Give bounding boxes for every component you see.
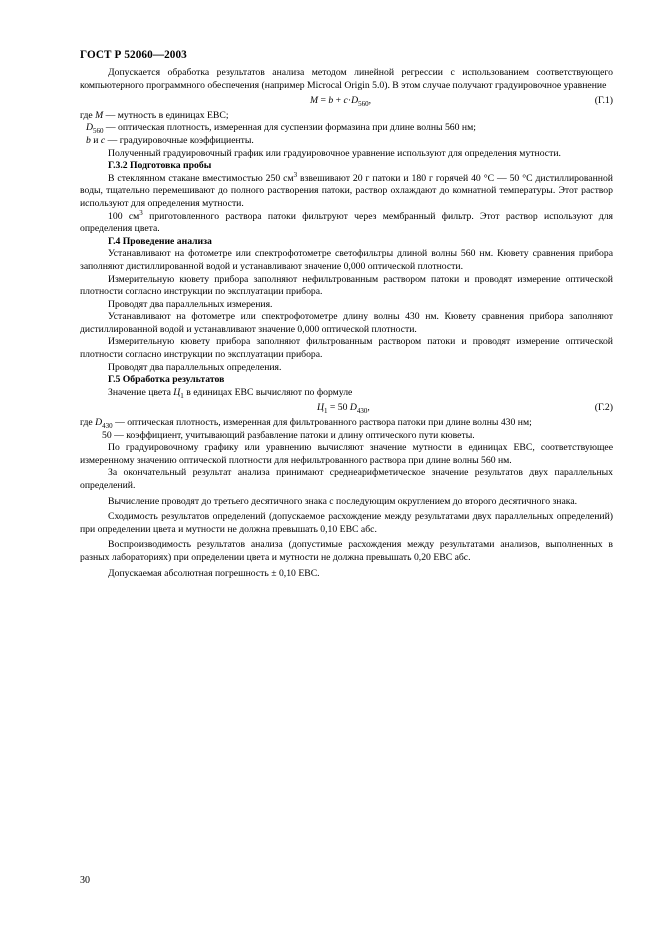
section-heading-sample-prep: Г.3.2 Подготовка пробы: [108, 160, 212, 172]
paragraph-turbidity-calc: По градуировочному графику или уравнению вычисляют значение мутности в единицах ЕВС, соответствующее измеренному значению оптической плотности для нефильтрованного раствора при длине волны 560 нм.: [80, 442, 613, 466]
paragraph-analysis-6: Проводят два параллельных определения.: [108, 361, 282, 373]
paragraph-graph: Полученный градуировочный график или градуировочное уравнение используют для определения мутности.: [108, 147, 561, 159]
page-content: [80, 67, 613, 580]
paragraph-error: Допускаемая абсолютная погрешность ± 0,10 ЕВС.: [108, 567, 320, 579]
paragraph-analysis-5: Измерительную кювету прибора заполняют фильтрованным раствором патоки и проводят измерение оптической плотности согласно инструкции по эксплуатации прибора.: [80, 336, 613, 361]
formula-number: (Г.1): [594, 95, 613, 107]
paragraph-analysis-4: Устанавливают на фотометре или спектрофотометре длину волны 430 нм. Кювету сравнения прибора заполняют дистиллированной водой и устанавливают значение 0,000 оптической плотности.: [80, 311, 613, 335]
formula-number: (Г.2): [594, 402, 613, 414]
paragraph-analysis-1: Устанавливают на фотометре или спектрофотометре светофильтры длиной волны 560 нм. Кювету сравнения прибора заполняют дистиллированной водой и устанавливают значение 0,000 оптической плотности.: [80, 248, 613, 272]
section-heading-results: Г.5 Обработка результатов: [108, 374, 225, 386]
where-m: где M — мутность в единицах ЕВС;: [80, 109, 229, 121]
where-d560: $D_{560}$ — оптическая плотность, измеренная для суспензии формазина при длине волны 560 нм;: [86, 122, 476, 136]
paragraph-final-result: За окончательный результат анализа принимают среднеарифметическое значение результатов двух параллельных определений.: [80, 467, 613, 491]
formula-g2: $Ц_1 = 50$ $D_{430}$, (Г.2): [317, 402, 613, 416]
section-heading-analysis: Г.4 Проведение анализа: [108, 235, 212, 247]
paragraph-regression: Допускается обработка результатов анализа методом линейной регрессии с использованием соответствующего компьютерного программного обеспечения (например Microcal Origin 5.0). В этом случае получают градуировочное уравнение: [80, 67, 613, 91]
where-bc: b и c — градуировочные коэффициенты.: [86, 134, 254, 146]
paragraph-reproducibility: Воспроизводимость результатов анализа (допустимые расхождения между результатами анализов, выполненных в разных лабораториях) при определении цвета и мутности не должна превышать 0,20 ЕВС абс.: [80, 539, 613, 563]
where-coefficient: 50 — коэффициент, учитывающий разбавление патоки и длину оптического пути кюветы.: [102, 429, 475, 441]
paragraph-filtering: 100 $см^3$ приготовленного раствора патоки фильтруют через мембранный фильтр. Этот раствор используют для определения цвета.: [80, 208, 613, 235]
formula-g1: $M = b + c\cdot D_{560}$, (Г.1): [310, 95, 613, 109]
paragraph-analysis-3: Проводят два параллельных измерения.: [108, 298, 273, 310]
page-number: 30: [80, 875, 90, 886]
paragraph-analysis-2: Измерительную кювету прибора заполняют нефильтрованным раствором патоки и проводят измерение оптической плотности согласно инструкции по эксплуатации прибора.: [80, 273, 613, 298]
paragraph-sample-prep: В стеклянном стакане вместимостью 250 $см^3$ взвешивают 20 г патоки и 180 г горячей 40 °С — 50 °С дистиллированной воды, тщательно перемешивают до полного растворения патоки, раствор охлаждают до комнатной температуры. Этот раствор используют для определения мутности.: [80, 170, 613, 209]
paragraph-repeatability: Сходимость результатов определений (допускаемое расхождение между результатами двух параллельных определений) при определении цвета и мутности не должна превышать 0,10 ЕВС абс.: [80, 511, 613, 535]
paragraph-color-value: Значение цвета $Ц_1$ в единицах ЕВС вычисляют по формуле: [108, 386, 353, 400]
document-header: ГОСТ Р 52060—2003: [80, 49, 187, 61]
paragraph-rounding: Вычисление проводят до третьего десятичного знака с последующим округлением до второго десятичного знака.: [108, 495, 578, 507]
where-d430: где $D_{430}$ — оптическая плотность, измеренная для фильтрованного раствора патоки при длине волны 430 нм;: [80, 417, 532, 431]
